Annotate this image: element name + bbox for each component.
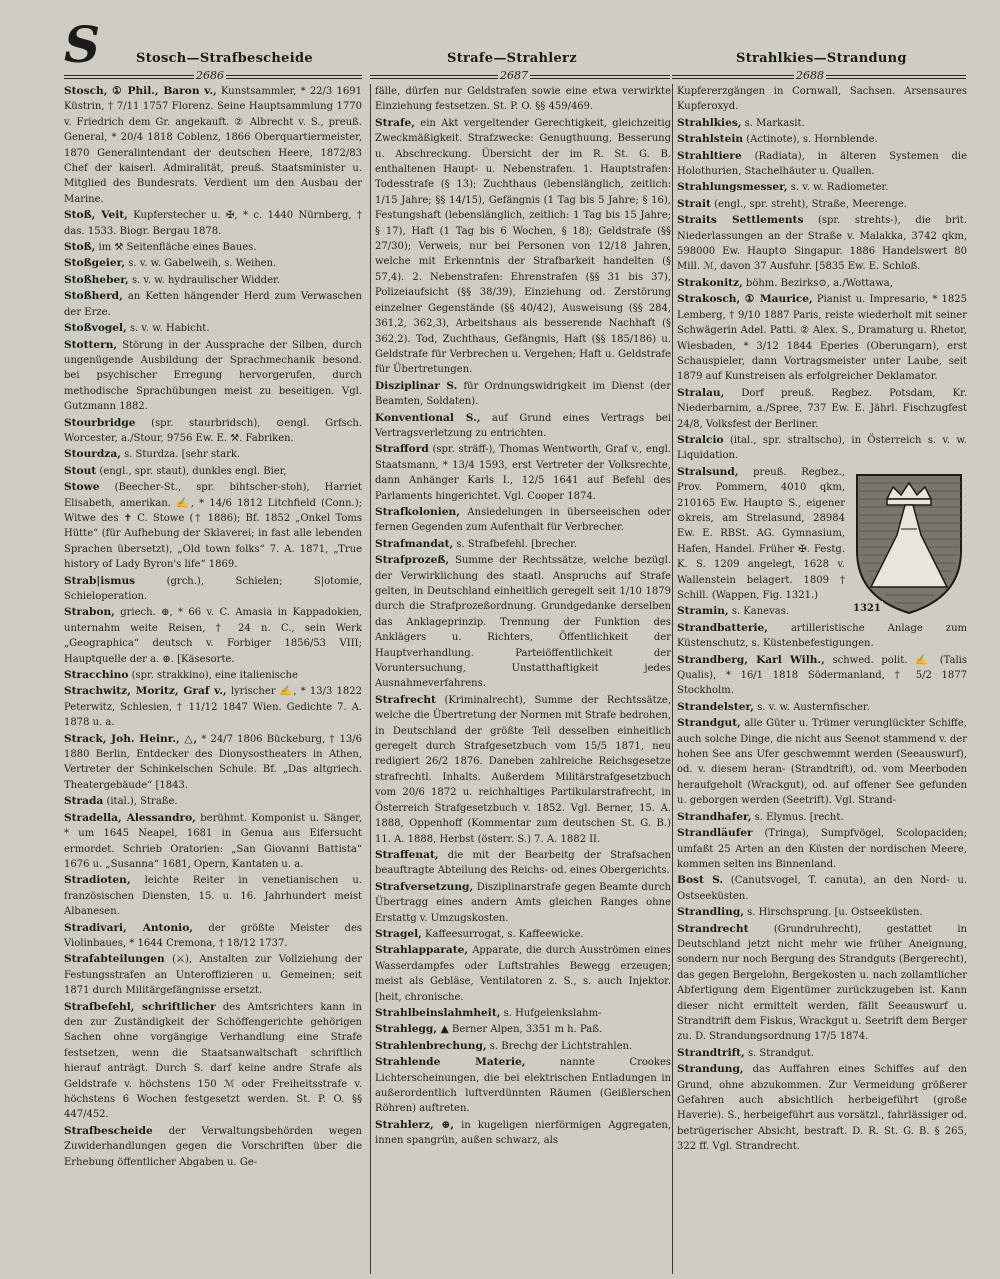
entry-text: im ⚒ Seitenfläche eines Baues. — [98, 242, 257, 254]
entry-text: (spr. staurbridsch), ⊙engl. Grfsch. Worcester, a./Stour, 9756 Ew. E. ⚒. Fabriken. — [64, 417, 362, 444]
entry-headword: Strahltiere — [677, 149, 742, 162]
page-number-middle: 2687 — [500, 69, 528, 82]
entry-text: schwed. polit. ✍ (Talis Qualis), * 16/1 1818 Södermanland, † 5/2 1877 Stockholm. — [677, 654, 967, 697]
entry-text: (Kriminalrecht), Summe der Rechtssätze, welche die Übertretung der Normen mit Strafe bedrohen, in Deutschland der größte Teil desselben einheitlich geregelt durch Strafgesetzbuch vom 15/5 1871, neu redigiert 26/2 1876. Daneben zahlreiche Reichsgesetze strafrechtl. Inhalts. Außerdem Militärstrafgesetzbuch vom 20/6 1872 u. reichhaltiges Partikularstrafrecht, in Österreich Strafgesetzbuch v. 1852. Vgl. Berner, 15. A. 1888, Oppenhoff (Kommentar zum deutschen St. G. B.) 11. A. 1888, Herbst (österr. S.) 7. A. 1882 II. — [375, 694, 671, 845]
entry-text: s. Strandgut. — [747, 1047, 814, 1059]
entry-headword: Strahlkies, — [677, 116, 742, 129]
entry-headword: Strahlapparate, — [375, 944, 469, 957]
entry-headword: Strandberg, Karl Wilh., — [677, 653, 825, 666]
dictionary-entry — [64, 256, 362, 271]
entry-headword: Stottern, — [64, 338, 118, 351]
entry-headword: Strahlstein — [677, 133, 744, 146]
entry-headword: Strakonitz, — [677, 276, 743, 289]
entry-text: Dorf preuß. Regbez. Potsdam, Kr. Niederbarnim, a./Spree, 737 Ew. E. Jährl. Fischzugfest 24/8, Volksfest der Berliner. — [677, 387, 967, 430]
entry-text: Kaffeesurrogat, s. Kaffeewicke. — [425, 928, 584, 940]
entry-text: auf Grund eines Vertrags bei Vertragsverletzung zu entrichten. — [375, 412, 671, 439]
dictionary-entry — [677, 810, 967, 825]
dictionary-entry — [64, 447, 362, 462]
entry-headword: Strafrecht — [375, 693, 436, 706]
entry-headword: Strafbefehl, schriftlicher — [64, 1000, 216, 1013]
entry-headword: Stoßheber, — [64, 273, 129, 286]
dictionary-entry — [64, 480, 362, 572]
entry-headword: Strafford — [375, 443, 429, 456]
dictionary-entry — [64, 289, 362, 320]
entry-text: Pianist u. Impresario, * 1825 Lemberg, † 9/10 1887 Paris, reiste wiederholt mit seiner Schwägerin Adel. Patti. ② Alex. S., Dramaturg u. Rhetor, Wiesbaden, * 3/12 1844 Eperies (Oberungarn), erst Schauspieler, dann Vortragsmeister unter Laube, seit 1879 auf Kunstreisen als erfolgreicher Deklamator. — [677, 294, 967, 383]
entry-text: (⚔), Anstalten zur Vollziehung der Festungsstrafen an Unteroffizieren u. Gemeinen; seit 1871 durch Militärgefängnisse ersetzt. — [64, 954, 362, 997]
entry-headword: Konventional S., — [375, 411, 481, 424]
entry-text: s. Strafbefehl. [brecher. — [456, 538, 577, 550]
entry-headword: Stoßvogel, — [64, 322, 127, 335]
column-right — [672, 84, 967, 1274]
dictionary-entry — [64, 416, 362, 447]
dictionary-entry — [64, 273, 362, 288]
entry-text: der Verwaltungsbehörden wegen Zuwiderhandlungen gegen die Vorschriften über die Erhebung öffentlicher Abgaben u. Ge- — [64, 1125, 362, 1168]
entry-headword: Stradella, Alessandro, — [64, 811, 196, 824]
entry-text: s. Hufgelenkslahm- — [503, 1007, 602, 1019]
dictionary-entry — [375, 379, 671, 410]
entry-headword: Strahlenbrechung, — [375, 1039, 487, 1052]
entry-text: (Tringa), Sumpfvögel, Scolopaciden; umfaßt 25 Arten an den Küsten der nordischen Meere, kommen selten ins Binnenland. — [677, 828, 967, 870]
section-letter: S — [64, 15, 101, 74]
entry-text: Summe der Rechtssätze, welche bezügl. der Verwirklichung des staatl. Anspruchs auf Strafe gelten, in Deutschland einheitlich geregelt seit 1/10 1879 durch die Strafprozeßordnung. Grundgedanke derselben das Anklageprinzip. Trennung der Funktion des Anklägers u. Richters, Öffentlichkeit der Hauptverhandlung. Parteiöffentlichkeit der Voruntersuchung, Unstatthaftigkeit jedes Ausnahmeverfahrens. — [375, 555, 671, 690]
entry-text: in kugeligen nierförmigen Aggregaten, innen spangrün, außen schwarz, als — [375, 1119, 671, 1147]
entry-headword: Strachwitz, Moritz, Graf v., — [64, 685, 227, 698]
dictionary-entry — [375, 943, 671, 1005]
entry-headword: Strandläufer — [677, 827, 753, 840]
dictionary-entry — [64, 321, 362, 336]
stralsund-coat-of-arms-figure — [851, 469, 967, 617]
entry-text: alle Güter u. Trümer verunglückter Schiffe, auch solche Dinge, die nicht aus Seenot stammend v. der hohen See ans Ufer geschwemmt werden (Seeauswurf), od. v. diesem heran- (Strandtrift), od. vom Meerboden heraufgeholt (Wrackgut), od. auf offener See gefunden u. geborgen werden (Seetrift). Vgl. Strand- — [677, 718, 967, 807]
entry-headword: Stoß, Veit, — [64, 209, 128, 222]
dictionary-entry — [375, 84, 671, 115]
entry-headword: Stourbridge — [64, 416, 136, 429]
entry-headword: Strafmandat, — [375, 537, 454, 550]
entry-headword: Stowe — [64, 481, 100, 494]
entry-text: Kupferstecher u. ✠, * c. 1440 Nürnberg, † das. 1533. Biogr. Bergau 1878. — [64, 210, 362, 237]
dictionary-entry — [677, 922, 967, 1045]
dictionary-entry — [375, 505, 671, 536]
entry-text: s. v. w. Austernfischer. — [757, 701, 870, 713]
dictionary-entry — [375, 553, 671, 692]
dictionary-entry — [677, 292, 967, 384]
dictionary-entry — [64, 668, 362, 683]
dictionary-entry — [677, 116, 967, 131]
dictionary-entry — [64, 732, 362, 794]
entry-text: s. Brechg der Lichtstrahlen. — [489, 1040, 633, 1052]
page-number-rule-right — [672, 69, 966, 84]
dictionary-entry — [64, 464, 362, 479]
entry-text: an Ketten hängender Herd zum Verwaschen der Erze. — [64, 291, 362, 318]
entry-headword: Strab|ismus — [64, 574, 136, 587]
entry-text: (Actinote), s. Hornblende. — [746, 134, 878, 146]
entry-headword: Stoß, — [64, 241, 96, 254]
dictionary-entry — [64, 684, 362, 730]
entry-headword: Strada — [64, 795, 104, 808]
dictionary-entry — [375, 848, 671, 879]
page-number-right: 2688 — [796, 69, 824, 82]
entry-text: berühmt. Komponist u. Sänger, * um 1645 Neapel, 1681 in Genua aus Eifersucht ermordet. Schrieb Oratorien: „San Giovanni Battista“ 1676 u. „Susanna“ 1681, Opern, Kantaten u. a. — [64, 812, 362, 870]
dictionary-entry — [677, 653, 967, 699]
dictionary-entry — [64, 1124, 362, 1170]
dictionary-entry — [375, 880, 671, 926]
entry-headword: Strafe, — [375, 116, 415, 129]
header-right: Strahlkies—Strandung — [736, 51, 907, 66]
entry-text: des Amtsrichters kann in den zur Zuständigkeit der Schöffengerichte gehörigen Sachen ohne vorgängige Verhandlung eine Strafe festsetzen, wenn die Staatsanwaltschaft schriftlich hierauf anträgt. Durch S. darf keine andre Strafe als Geldstrafe v. höchstens 150 ℳ oder Freiheitsstrafe v. höchstens 6 Wochen festgesetzt werden. St. P. O. §§ 447/452. — [64, 1001, 362, 1121]
entry-text: (engl., spr. staut), dunkles engl. Bier, — [99, 465, 287, 477]
entry-text: Disziplinarstrafe gegen Beamte durch Übertragg eines andern Amts gleichen Ranges ohne Erstattg v. Umzugskosten. — [375, 881, 671, 924]
entry-headword: Bost S. — [677, 874, 724, 887]
entry-headword: Strack, Joh. Heinr., △, — [64, 732, 198, 745]
entry-text: Kunstsammler, * 22/3 1691 Küstrin, † 7/11 1757 Florenz. Seine Hauptsammlung 1770 v. Friedrich dem Gr. angekauft. ② Albrecht v. S., preuß. General, * 20/4 1818 Coblenz, 1866 Oberquartiermeister, 1870 Generalintendant der deutschen Heere, 1872/83 Chef der kaiserl. Admiralität, preuß. Staatsminister u. Mitglied des Bundesrats. Verdient um den Ausbau der Marine. — [64, 86, 362, 205]
entry-text: preuß. Regbez., Prov. Pommern, 4010 qkm, 210165 Ew. Haupt⊙ S., eigener ⊙kreis, am Strelasund, 28984 Ew. E. RBSt. AG. Gymnasium, Hafen, Handel. Früher ✠. Festg. K. S. 1209 angelegt, 1628 v. Wallenstein belagert. 1809 † Schill. (Wappen, Fig. 1321.) — [677, 466, 845, 601]
entry-text: s. Hirschsprung. [u. Ostseeküsten. — [747, 907, 923, 919]
dictionary-entry — [64, 921, 362, 952]
entry-text: Berner Alpen, 3351 m h. Paß. — [451, 1024, 603, 1036]
dictionary-entry — [375, 1039, 671, 1054]
header-middle: Strafe—Strahlerz — [447, 51, 577, 66]
entry-text: (ital., spr. straltscho), in Österreich s. v. w. Liquidation. — [677, 434, 967, 462]
entry-text: Ansiedelungen in überseeischen oder fernen Gegenden zum Aufenthalt für Verbrecher. — [375, 506, 671, 534]
running-headers — [0, 51, 1000, 71]
entry-text: (Canutsvogel, T. canuta), an den Nord- u. Ostseeküsten. — [677, 875, 967, 902]
entry-text: Störung in der Aussprache der Silben, durch ungenügende Ausbildung der Sprachmechanik besond. bei psychischer Erregung hervorgerufen, durch methodische Sprachübungen meist zu beseitigen. Vgl. Gutzmann 1882. — [64, 339, 362, 413]
entry-headword: Strafabteilungen — [64, 953, 165, 966]
entry-text: für Ordnungswidrigkeit im Dienst (der Beamten, Soldaten). — [375, 380, 671, 408]
entry-headword: Stragel, — [375, 927, 422, 940]
entry-text: (spr. strehts-), die brit. Niederlassungen an der Straße v. Malakka, 3742 qkm, 598000 Ew. Haupt⊙ Singapur. 1886 Handelswert 80 Mill. ℳ, davon 37 Ausfuhr. [5835 Ew. E. Schloß. — [677, 215, 967, 273]
entry-headword: Strandhafer, — [677, 810, 752, 823]
entry-headword: Strandelster, — [677, 700, 754, 713]
dictionary-entry — [677, 621, 967, 652]
entry-text: ein Akt vergeltender Gerechtigkeit, gleichzeitig Zweckmäßigkeit. Strafzwecke: Genugthuung, Besserung u. Abschreckung. Übersicht der im R. St. G. B. enthaltenen Haupt- u. Nebenstrafen. 1. Hauptstrafen: Todesstrafe (§ 13); Zuchthaus (lebenslänglich, zeitlich: 1/15 Jahre; §§ 14/15), Gefängnis (1 Tag bis 5 Jahre; § 16), Festungshaft (lebenslänglich, zeitlich: 1 Tag bis 15 Jahre; § 17), Haft (1 Tag bis 6 Wochen, § 18); Geldstrafe (§§ 27/30); Verweis, nur bei Personen von 12/18 Jahren, welche mit Erkenntnis der Strafbarkeit handelten (§ 57,4). 2. Nebenstrafen: Ehrenstrafen (§§ 31 bis 37), Polizeiaufsicht (§§ 38/39), Einziehung od. Zerstörung einzelner Gegenstände (§§ 40/42), Ausweisung (§§ 284, 361,2, 362,3), Arbeitshaus als besserende Nachhaft (§ 362,2). Tod, Zuchthaus, Gefängnis, Haft (§§ 185/186) u. Geldstrafe für Verbrechen u. Vergehen; Haft u. Geldstrafe für Übertretungen. — [375, 117, 671, 376]
entry-text: griech. ⊕, * 66 v. C. Amasia in Kappadokien, unternahm weite Reisen, † 24 n. C., sein Werk „Geographica“ deutsch v. Forbiger 1856/53 VIII; Hauptquelle der a. ⊕. [Käsesorte. — [64, 607, 362, 665]
entry-headword: Strafprozeß, — [375, 554, 450, 567]
entry-headword: Stralcio — [677, 433, 724, 446]
entry-text: (engl., spr. streht), Straße, Meerenge. — [714, 198, 907, 210]
entry-text: s. v. w. Radiometer. — [790, 182, 889, 194]
dictionary-entry — [64, 208, 362, 239]
dictionary-entry — [64, 873, 362, 919]
dictionary-entry — [375, 927, 671, 942]
page-number-left: 2686 — [196, 69, 224, 82]
dictionary-entry — [677, 213, 967, 275]
entry-headword: Strahlerz, ⊕, — [375, 1118, 454, 1131]
entry-headword: Stracchino — [64, 669, 129, 682]
entry-text: s. Sturdza. [sehr stark. — [124, 449, 241, 461]
entry-text: der größte Meister des Violinbaues, * 1644 Cremona, † 18/12 1737. — [64, 922, 362, 949]
dictionary-entry — [677, 873, 967, 904]
entry-headword: Strahlungsmesser, — [677, 181, 788, 194]
entry-text: (spr. sträff-), Thomas Wentworth, Graf v., engl. Staatsmann, * 13/4 1593, erst Vertreter der Volksrechte, dann Anhänger Karls I., 12/5 1641 auf Befehl des Parlaments hingerichtet. Vgl. Cooper 1874. — [375, 444, 671, 502]
entry-headword: Strait — [677, 197, 711, 210]
entry-text: s. v. w. hydraulischer Widder. — [131, 274, 280, 286]
entry-headword: Stralsund, — [677, 465, 739, 478]
entry-headword: Straits Settlements — [677, 214, 804, 227]
dictionary-entry — [64, 1000, 362, 1123]
entry-text: das Auffahren eines Schiffes auf den Grund, ohne abzukommen. Zur Vermeidung größerer Gefahren auch absichtlich herbeigeführt (große Haverie). S., herbeigeführt aus vorsätzl., fahrlässiger od. betrügerischer Absicht, bestraft. D. R. St. G. B. § 265, 322 ff. Vgl. Strandrecht. — [677, 1064, 967, 1153]
dictionary-entry — [64, 605, 362, 667]
dictionary-entry — [677, 1062, 967, 1154]
entry-text: * 24/7 1806 Bückeburg, † 13/6 1880 Berlin, Entdecker des Dionysostheaters in Athen, Vertreter der Schinkelschen Schule. Bf. „Das altgriech. Theatergebäude“ [1843. — [64, 733, 362, 791]
entry-text: (grch.), Schielen; S|otomie, Schieloperation. — [64, 575, 362, 602]
dictionary-entry — [677, 716, 967, 808]
entry-headword: Strahlende Materie, — [375, 1056, 526, 1069]
entry-headword: Stradivari, Antonio, — [64, 921, 193, 934]
page-number-rule-left — [64, 69, 362, 84]
column-middle — [370, 84, 671, 1274]
dictionary-entry — [677, 1046, 967, 1061]
entry-headword: Stramin, — [677, 605, 729, 618]
dictionary-entry — [677, 180, 967, 195]
dictionary-entry — [677, 132, 967, 147]
entry-headword: Stout — [64, 464, 97, 477]
entry-headword: Strahlbeinslahmheit, — [375, 1006, 501, 1019]
dictionary-entry — [64, 794, 362, 809]
entry-text: (Grundruhrecht), gestattet in Deutschland jetzt nicht mehr wie früher Aneignung, sondern nur noch Bergung des Strandguts (Bergerecht), das gegen Bergelohn, Bergekosten u. nach zollamtlicher Abfertigung dem Eigentümer zurückzugeben ist. Kann dieser nicht ermittelt werden, fällt Seeauswurf u. Strandtrift dem Fiskus, Wrackgut u. Seetrift dem Berger zu. D. Strandungsordnung 17/5 1874. — [677, 923, 967, 1043]
dictionary-entry — [677, 905, 967, 920]
entry-text: nannte Crookes Lichterscheinungen, die bei elektrischen Entladungen in außerordentlich luftverdünnten Räumen (Geißlerschen Röhren) auftreten. — [375, 1057, 671, 1115]
dictionary-entry — [64, 952, 362, 998]
entry-headword: Strandgut, — [677, 717, 741, 730]
dictionary-entry — [64, 811, 362, 873]
dictionary-entry — [64, 574, 362, 605]
column-left — [64, 84, 362, 1274]
entry-headword: Strahlegg, ▲ — [375, 1023, 449, 1036]
dictionary-entry — [677, 700, 967, 715]
entry-headword: Strandrecht — [677, 922, 749, 935]
dictionary-entry — [64, 338, 362, 415]
dictionary-entry — [677, 197, 967, 212]
entry-text: artilleristische Anlage zum Küstenschutz, s. Küstenbefestigungen. — [677, 622, 967, 650]
entry-headword: Strandling, — [677, 906, 744, 919]
entry-text: fälle, dürfen nur Geldstrafen sowie eine etwa verwirkte Einziehung festsetzen. St. P. O. §§ 459/469. — [375, 86, 671, 113]
page-number-rule-middle — [370, 69, 670, 84]
entry-headword: Stosch, ① Phil., Baron v., — [64, 85, 217, 97]
dictionary-entry — [375, 411, 671, 442]
entry-headword: Strandung, — [677, 1063, 744, 1076]
entry-headword: Stoßherd, — [64, 290, 123, 303]
figure-number: 1321 — [851, 601, 883, 616]
dictionary-entry — [375, 1006, 671, 1021]
dictionary-entry — [375, 1022, 671, 1037]
dictionary-entry — [375, 1118, 671, 1149]
entry-headword: Strakosch, ① Maurice, — [677, 293, 813, 306]
entry-headword: Stourdza, — [64, 448, 121, 461]
dictionary-entry — [375, 1055, 671, 1117]
entry-headword: Strafbescheide — [64, 1124, 153, 1137]
entry-text: s. Markasit. — [744, 117, 805, 129]
entry-headword: Strandbatterie, — [677, 621, 768, 634]
dictionary-entry — [375, 442, 671, 504]
entry-headword: Strabon, — [64, 606, 115, 619]
header-left: Stosch—Strafbescheide — [136, 51, 313, 66]
entry-headword: Stradioten, — [64, 874, 131, 887]
entry-text: (Radiata), in älteren Systemen die Holothurien, Stachelhäuter u. Quallen. — [677, 150, 967, 178]
entry-text: die mit der Bearbeitg der Strafsachen beauftragte Abteilung des Reichs- od. eines Obergerichts. — [375, 849, 671, 877]
entry-headword: Straffenat, — [375, 848, 439, 861]
entry-text: Apparate, die durch Ausströmen eines Wasserdampfes oder Luftstrahles Bewegg erzeugen; meist als Gebläse, Ventilatoren z. S., s. auch Injektor. [heit, chronische. — [375, 945, 671, 1003]
entry-headword: Stoßgeier, — [64, 257, 126, 270]
entry-headword: Disziplinar S. — [375, 379, 458, 392]
entry-text: s. v. w. Habicht. — [129, 323, 210, 335]
entry-headword: Strandtrift, — [677, 1046, 745, 1059]
entry-text: (ital.), Straße. — [106, 796, 178, 808]
dictionary-entry — [677, 386, 967, 432]
dictionary-entry — [677, 149, 967, 180]
entry-text: (Beecher-St., spr. bihtscher-stoh), Harriet Elisabeth, amerikan. ✍, * 14/6 1812 Litchfield (Conn.); Witwe des ✝ C. Stowe († 1886); Bf. 1852 „Onkel Toms Hütte“ (für Aufhebung der Sklaverei; in fast alle lebenden Sprachen übersetzt), „Old town folks“ 7. A. 1871, „True history of Lady Byron's life“ 1869. — [64, 482, 362, 571]
entry-text: leichte Reiter in venetianischen u. französischen Diensten, 15. u. 16. Jahrhundert meist Albanesen. — [64, 875, 362, 918]
entry-headword: Strafkolonien, — [375, 505, 460, 518]
dictionary-entry — [677, 276, 967, 291]
entry-text: (spr. strakkino), eine italienische — [131, 670, 298, 682]
dictionary-entry — [64, 240, 362, 255]
dictionary-entry — [375, 693, 671, 847]
dictionary-entry — [64, 84, 362, 207]
coat-of-arms-image — [851, 469, 967, 617]
entry-text: s. v. w. Gabelweih, s. Weihen. — [128, 258, 277, 270]
dictionary-entry — [375, 537, 671, 552]
entry-headword: Strafversetzung, — [375, 880, 474, 893]
entry-text: s. Elymus. [recht. — [754, 811, 844, 823]
dictionary-entry — [677, 84, 967, 115]
dictionary-entry — [375, 116, 671, 378]
entry-text: Kupfererzgängen in Cornwall, Sachsen. Arsensaures Kupferoxyd. — [677, 86, 967, 113]
entry-text: böhm. Bezirks⊙, a./Wottawa, — [745, 277, 893, 289]
dictionary-entry — [677, 433, 967, 464]
dictionary-entry — [677, 826, 967, 872]
entry-text: lyrischer ✍, * 13/3 1822 Peterwitz, Schlesien, † 11/12 1847 Wien. Gedichte 7. A. 1878 u. a. — [64, 686, 362, 729]
entry-headword: Stralau, — [677, 386, 725, 399]
entry-text: s. Kanevas. — [731, 606, 790, 618]
